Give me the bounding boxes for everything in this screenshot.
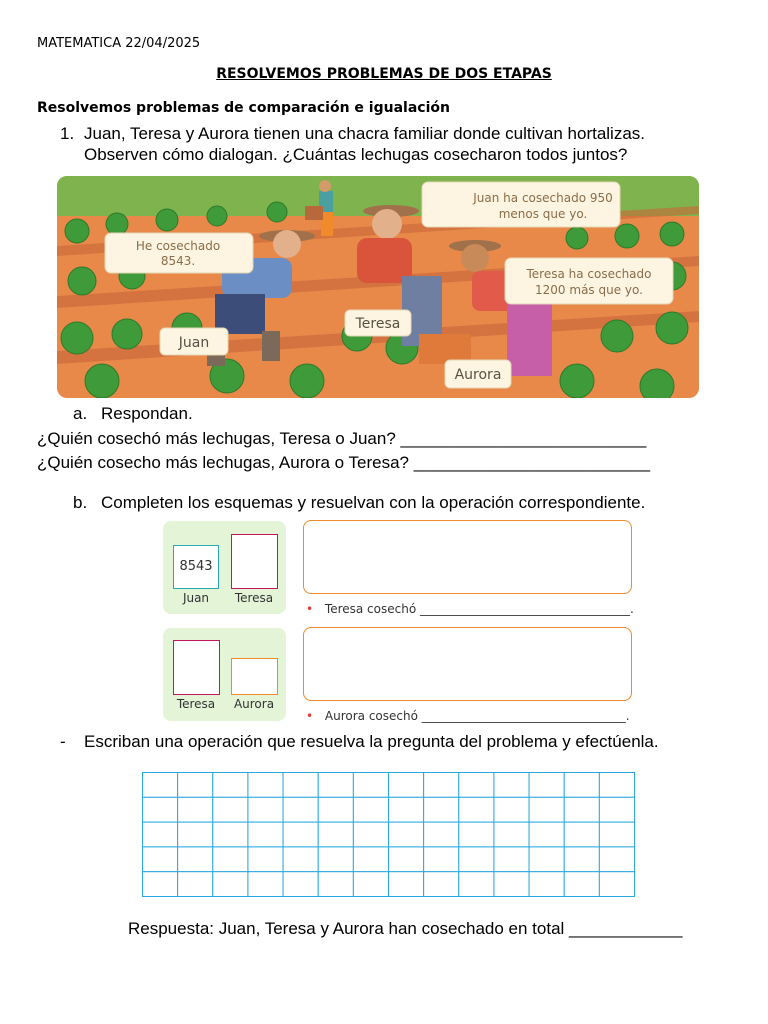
problem-number: 1. [60,124,75,143]
grid-cell[interactable] [248,773,283,798]
bullet-icon: • [306,602,314,616]
grid-cell[interactable] [283,822,318,847]
grid-cell[interactable] [248,847,283,872]
grid-cell[interactable] [178,847,213,872]
grid-cell[interactable] [283,773,318,798]
problem-statement-line1: Juan, Teresa y Aurora tienen una chacra familiar donde cultivan hortalizas. [84,124,646,143]
scheme2-answer-line [306,709,630,723]
grid-cell[interactable] [529,773,564,798]
grid-cell[interactable] [389,822,424,847]
grid-cell[interactable] [459,822,494,847]
scheme1-teresa-box[interactable] [231,534,278,589]
grid-cell[interactable] [459,847,494,872]
grid-cell[interactable] [599,797,634,822]
scheme2-answer-box[interactable] [303,627,632,701]
grid-cell[interactable] [318,872,353,897]
bubble-aurora-line2: 1200 más que yo. [535,283,643,297]
farm-scene-svg [57,176,699,398]
grid-cell[interactable] [248,797,283,822]
grid-cell[interactable] [389,872,424,897]
grid-cell[interactable] [213,822,248,847]
operation-instruction: Escriban una operación que resuelva la pregunta del problema y efectúenla. [84,732,659,751]
part-b-label: b. [73,493,88,512]
grid-cell[interactable] [564,872,599,897]
grid-cell[interactable] [564,797,599,822]
grid-cell[interactable] [459,872,494,897]
grid-cell[interactable] [283,847,318,872]
grid-cell[interactable] [318,847,353,872]
grid-cell[interactable] [564,847,599,872]
calculation-grid[interactable] [142,772,635,897]
grid-cell[interactable] [599,847,634,872]
grid-cell[interactable] [283,797,318,822]
grid-cell[interactable] [213,773,248,798]
scheme1-answer-line [306,602,634,616]
grid-cell[interactable] [353,847,388,872]
grid-cell[interactable] [178,797,213,822]
grid-cell[interactable] [599,872,634,897]
grid-cell[interactable] [178,773,213,798]
grid-cell[interactable] [494,872,529,897]
grid-cell[interactable] [318,773,353,798]
grid-cell[interactable] [529,797,564,822]
grid-cell[interactable] [424,872,459,897]
section-subtitle: Resolvemos problemas de comparación e igualación [37,100,450,116]
grid-cell[interactable] [564,773,599,798]
scheme2-panel [163,628,286,721]
grid-cell[interactable] [283,872,318,897]
grid-cell[interactable] [599,822,634,847]
grid-cell[interactable] [494,773,529,798]
grid-cell[interactable] [318,797,353,822]
grid-cell[interactable] [248,822,283,847]
grid-cell[interactable] [389,847,424,872]
grid-cell[interactable] [494,822,529,847]
grid-cell[interactable] [564,822,599,847]
question-teresa-juan: ¿Quién cosechó más lechugas, Teresa o Juan? __________________________ [37,429,647,448]
grid-cell[interactable] [424,847,459,872]
grid-cell[interactable] [494,797,529,822]
scheme1-juan-box [173,545,219,589]
grid-cell[interactable] [213,847,248,872]
scheme2-aurora-box[interactable] [231,658,278,695]
scheme1-answer-box[interactable] [303,520,632,594]
grid-cell[interactable] [459,773,494,798]
final-answer-line: Respuesta: Juan, Teresa y Aurora han cosechado en total ____________ [128,919,683,938]
grid-cell[interactable] [389,797,424,822]
part-a-label: a. [73,404,88,423]
grid-cell[interactable] [424,822,459,847]
bubble-juan-line2: 8543. [160,254,196,268]
scheme1-juan-label: Juan [182,591,210,605]
scheme1-teresa-label: Teresa [234,591,274,605]
scheme1-juan-value: 8543 [179,559,213,574]
part-a-text: Respondan. [101,404,193,423]
scheme1-answer-text: Teresa cosechó ___________________________________. [324,602,634,616]
grid-cell[interactable] [143,773,178,798]
grid-cell[interactable] [143,822,178,847]
grid-cell[interactable] [424,797,459,822]
name-tag-teresa: Teresa [355,316,401,332]
grid-cell[interactable] [248,872,283,897]
grid-cell[interactable] [353,822,388,847]
bubble-juan-line1: He cosechado [135,239,221,253]
bubble-aurora-line1: Teresa ha cosechado [526,267,652,281]
grid-cell[interactable] [424,773,459,798]
question-aurora-teresa: ¿Quién cosecho más lechugas, Aurora o Teresa? _________________________ [37,453,651,472]
problem-statement-line2: Observen cómo dialogan. ¿Cuántas lechugas cosecharon todos juntos? [84,145,628,164]
name-tag-aurora: Aurora [454,367,502,383]
grid-cell[interactable] [318,822,353,847]
grid-cell[interactable] [529,872,564,897]
farm-illustration [57,176,699,398]
bubble-teresa-line1: Juan ha cosechado 950 [473,191,613,205]
scheme2-teresa-label: Teresa [176,697,216,711]
grid-cell[interactable] [213,872,248,897]
grid-cell[interactable] [529,847,564,872]
grid-cell[interactable] [178,822,213,847]
grid-cell[interactable] [143,847,178,872]
bullet-icon: • [306,709,314,723]
page-title: RESOLVEMOS PROBLEMAS DE DOS ETAPAS [216,66,552,82]
part-b-text: Completen los esquemas y resuelvan con la operación correspondiente. [101,493,646,512]
grid-cell[interactable] [143,872,178,897]
scheme2-answer-text: Aurora cosechó __________________________________. [324,709,630,723]
grid-cell[interactable] [353,773,388,798]
grid-cell[interactable] [599,773,634,798]
grid-cell[interactable] [178,872,213,897]
scheme2-aurora-label: Aurora [233,697,275,711]
grid-cell[interactable] [494,847,529,872]
dash-marker: - [60,732,66,751]
grid-cell[interactable] [459,797,494,822]
grid-cell[interactable] [529,822,564,847]
grid-cell[interactable] [213,797,248,822]
date-header: MATEMATICA 22/04/2025 [37,36,201,51]
bubble-teresa-line2: menos que yo. [498,207,588,221]
grid-cell[interactable] [353,797,388,822]
grid-cell[interactable] [389,773,424,798]
name-tag-juan: Juan [178,335,210,351]
grid-cell[interactable] [353,872,388,897]
grid-cell[interactable] [143,797,178,822]
scheme2-teresa-box[interactable] [173,640,220,695]
scheme1-panel [163,521,286,614]
